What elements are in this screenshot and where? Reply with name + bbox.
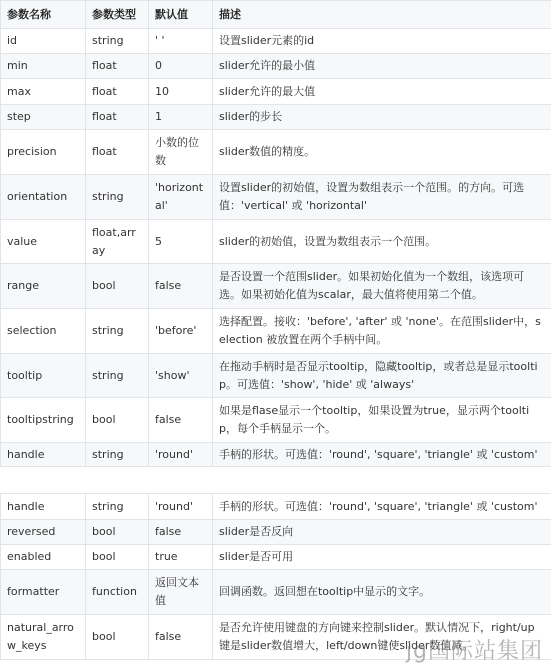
cell-default: 返回文本值	[149, 570, 213, 615]
cell-name: tooltip	[1, 354, 86, 398]
cell-name: formatter	[1, 570, 86, 615]
cell-type: string	[86, 354, 149, 398]
cell-type: function	[86, 570, 149, 615]
cell-desc: 是否允许使用键盘的方向键来控制slider。默认情况下，right/up键是slider数值增大，left/down键使slider数值减。	[213, 615, 551, 660]
table-row	[1, 443, 551, 467]
cell-type: string	[86, 309, 149, 354]
cell-name: min	[1, 54, 86, 79]
cell-desc: 是否设置一个范围slider。如果初始化值为一个数组，该选项可选。如果初始化值为scalar，最大值将使用第二个值。	[213, 264, 551, 309]
cell-default: 'round'	[149, 494, 213, 520]
header-desc: 描述	[213, 1, 551, 29]
cell-name: step	[1, 105, 86, 130]
cell-desc: slider允许的最大值	[213, 79, 551, 105]
cell-desc: 回调函数。返回想在tooltip中显示的文字。	[213, 570, 551, 615]
cell-default: 10	[149, 79, 213, 105]
cell-desc: slider允许的最小值	[213, 54, 551, 79]
cell-desc: 设置slider的初始值，设置为数组表示一个范围。的方向。可选值：'vertical' 或 'horizontal'	[213, 175, 551, 220]
cell-desc: slider的初始值，设置为数组表示一个范围。	[213, 220, 551, 264]
cell-name: value	[1, 220, 86, 264]
cell-default: 5	[149, 220, 213, 264]
cell-type: float	[86, 130, 149, 175]
cell-desc: 手柄的形状。可选值：'round', 'square', 'triangle' 或 'custom'	[213, 443, 551, 467]
table-gap	[0, 473, 551, 493]
cell-default: 0	[149, 54, 213, 79]
cell-type: float	[86, 105, 149, 130]
cell-name: handle	[1, 494, 86, 520]
cell-default: 小数的位数	[149, 130, 213, 175]
cell-type: float,array	[86, 220, 149, 264]
cell-type: float	[86, 54, 149, 79]
cell-name: orientation	[1, 175, 86, 220]
params-body-bottom	[1, 494, 551, 660]
cell-default: 'before'	[149, 309, 213, 354]
cell-desc: 如果是flase显示一个tooltip，如果设置为true，显示两个tooltip，每个手柄显示一个。	[213, 398, 551, 443]
cell-type: string	[86, 443, 149, 467]
cell-default: 'round'	[149, 443, 213, 467]
table-row	[1, 105, 551, 130]
cell-desc: 手柄的形状。可选值：'round', 'square', 'triangle' 或 'custom'	[213, 494, 551, 520]
cell-desc: 选择配置。接收：'before', 'after' 或 'none'。在范围slider中，selection 被放置在两个手柄中间。	[213, 309, 551, 354]
table-row	[1, 354, 551, 398]
table-row	[1, 570, 551, 615]
table-row	[1, 54, 551, 79]
cell-default: false	[149, 520, 213, 545]
table-row	[1, 494, 551, 520]
cell-default: true	[149, 545, 213, 570]
table-row	[1, 175, 551, 220]
cell-name: tooltipstring	[1, 398, 86, 443]
cell-type: bool	[86, 264, 149, 309]
cell-desc: slider是否反向	[213, 520, 551, 545]
watermark: jg国际站集团	[405, 639, 543, 664]
cell-default: false	[149, 398, 213, 443]
table-row	[1, 309, 551, 354]
cell-default: 1	[149, 105, 213, 130]
table-row	[1, 220, 551, 264]
table-row	[1, 79, 551, 105]
table-row	[1, 520, 551, 545]
table-row	[1, 130, 551, 175]
cell-name: selection	[1, 309, 86, 354]
table-row	[1, 398, 551, 443]
cell-type: bool	[86, 615, 149, 660]
cell-type: string	[86, 494, 149, 520]
header-name: 参数名称	[1, 1, 86, 29]
cell-name: max	[1, 79, 86, 105]
cell-desc: slider的步长	[213, 105, 551, 130]
header-default: 默认值	[149, 1, 213, 29]
table-row	[1, 264, 551, 309]
cell-type: string	[86, 175, 149, 220]
table-row	[1, 615, 551, 660]
cell-desc: 在拖动手柄时是否显示tooltip，隐藏tooltip，或者总是显示tooltip。可选值：'show', 'hide' 或 'always'	[213, 354, 551, 398]
cell-default: 'show'	[149, 354, 213, 398]
cell-name: handle	[1, 443, 86, 467]
cell-name: reversed	[1, 520, 86, 545]
cell-type: bool	[86, 520, 149, 545]
cell-desc: slider数值的精度。	[213, 130, 551, 175]
cell-name: enabled	[1, 545, 86, 570]
header-type: 参数类型	[86, 1, 149, 29]
cell-default: 'horizontal'	[149, 175, 213, 220]
table-row	[1, 545, 551, 570]
params-body-top	[1, 29, 551, 467]
cell-default: false	[149, 264, 213, 309]
cell-desc: slider是否可用	[213, 545, 551, 570]
cell-desc: 设置slider元素的id	[213, 29, 551, 54]
table-row	[1, 29, 551, 54]
cell-type: bool	[86, 545, 149, 570]
cell-name: natural_arrow_keys	[1, 615, 86, 660]
cell-name: precision	[1, 130, 86, 175]
cell-type: float	[86, 79, 149, 105]
cell-name: range	[1, 264, 86, 309]
cell-default: false	[149, 615, 213, 660]
cell-name: id	[1, 29, 86, 54]
cell-default: ' '	[149, 29, 213, 54]
cell-type: bool	[86, 398, 149, 443]
cell-type: string	[86, 29, 149, 54]
params-table-bottom	[0, 493, 551, 660]
